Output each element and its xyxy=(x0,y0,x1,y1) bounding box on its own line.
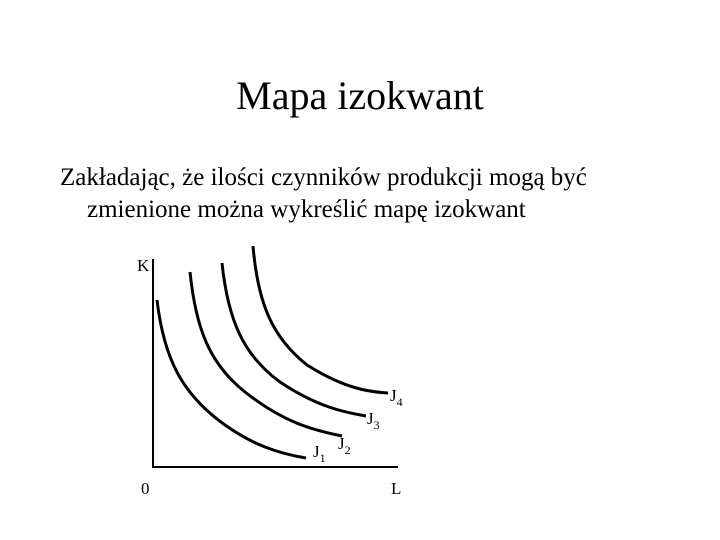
slide-title: Mapa izokwant xyxy=(236,73,484,118)
body-text-line-2: zmienione można wykreślić mapę izokwant xyxy=(87,196,526,223)
curve-label-j1: $J_1$ xyxy=(313,442,326,465)
x-axis-label: L xyxy=(391,479,402,498)
isoquant-curve-j3 xyxy=(222,263,366,416)
origin-label: 0 xyxy=(141,479,150,498)
body-text-line-1: Zakładając, że ilości czynników produkcji mogą być xyxy=(60,164,587,191)
curve-label-j2: $J_2$ xyxy=(338,434,351,457)
isoquant-curve-j2 xyxy=(190,272,342,436)
curve-label-j3: $J_3$ xyxy=(367,409,380,432)
y-axis-label: K xyxy=(137,256,150,275)
curve-label-j4: $J_4$ xyxy=(390,386,403,409)
isoquant-curve-j4 xyxy=(253,246,388,393)
